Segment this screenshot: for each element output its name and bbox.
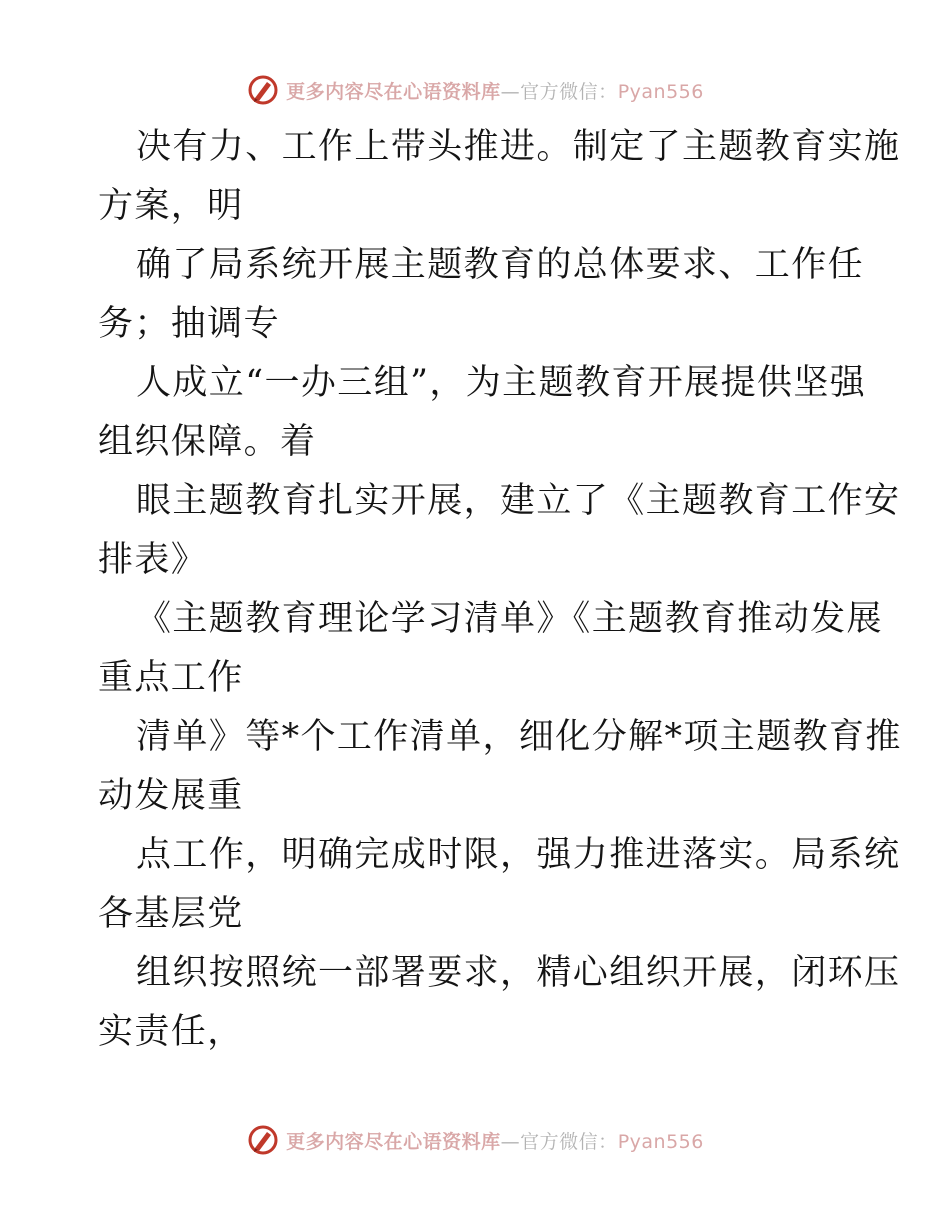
line-first: 清单》等*个工作清单，细化分解*项主题教育推: [136, 717, 902, 757]
line-second: 务；抽调专: [98, 304, 281, 344]
pen-logo-icon: [246, 73, 280, 107]
document-body: [98, 118, 902, 1062]
watermark-wechat-label: 官方微信：: [520, 80, 618, 103]
line-first: 确了局系统开展主题教育的总体要求、工作任: [136, 245, 865, 285]
watermark-wechat-id: Pyan556: [617, 80, 704, 103]
line-second: 组织保障。着: [98, 422, 317, 462]
paragraph-line: [98, 826, 901, 944]
line-second: 各基层党: [98, 894, 244, 934]
watermark-brand-text: 更多内容尽在心语资料库: [286, 80, 501, 103]
paragraph-line: [98, 118, 901, 236]
watermark-wechat-label: 官方微信：: [520, 1130, 618, 1153]
line-second: 实责任，: [98, 1012, 244, 1052]
line-first: 人成立“一办三组”，为主题教育开展提供坚强: [136, 363, 867, 403]
pen-logo-icon: [246, 1123, 280, 1157]
paragraph-line: [98, 708, 902, 826]
line-second: 排表》: [98, 540, 208, 580]
header-watermark: [0, 70, 950, 110]
paragraph-line: [98, 472, 901, 590]
line-first: 《主题教育理论学习清单》《主题教育推动发展: [136, 599, 883, 639]
watermark-dash: —: [500, 80, 521, 103]
line-first: 点工作，明确完成时限，强力推进落实。局系统: [136, 835, 901, 875]
line-first: 决有力、工作上带头推进。制定了主题教育实施: [136, 127, 901, 167]
paragraph-line: [98, 590, 883, 708]
paragraph-line: [98, 944, 901, 1062]
line-second: 重点工作: [98, 658, 244, 698]
footer-watermark: [0, 1120, 950, 1160]
line-first: 眼主题教育扎实开展，建立了《主题教育工作安: [136, 481, 901, 521]
paragraph-line: [98, 236, 865, 354]
watermark-brand-text: 更多内容尽在心语资料库: [286, 1130, 501, 1153]
line-first: 组织按照统一部署要求，精心组织开展，闭环压: [136, 953, 901, 993]
line-second: 动发展重: [98, 776, 244, 816]
watermark-wechat-id: Pyan556: [617, 1130, 704, 1153]
line-second: 方案，明: [98, 186, 244, 226]
watermark-dash: —: [500, 1130, 521, 1153]
paragraph-line: [98, 354, 867, 472]
